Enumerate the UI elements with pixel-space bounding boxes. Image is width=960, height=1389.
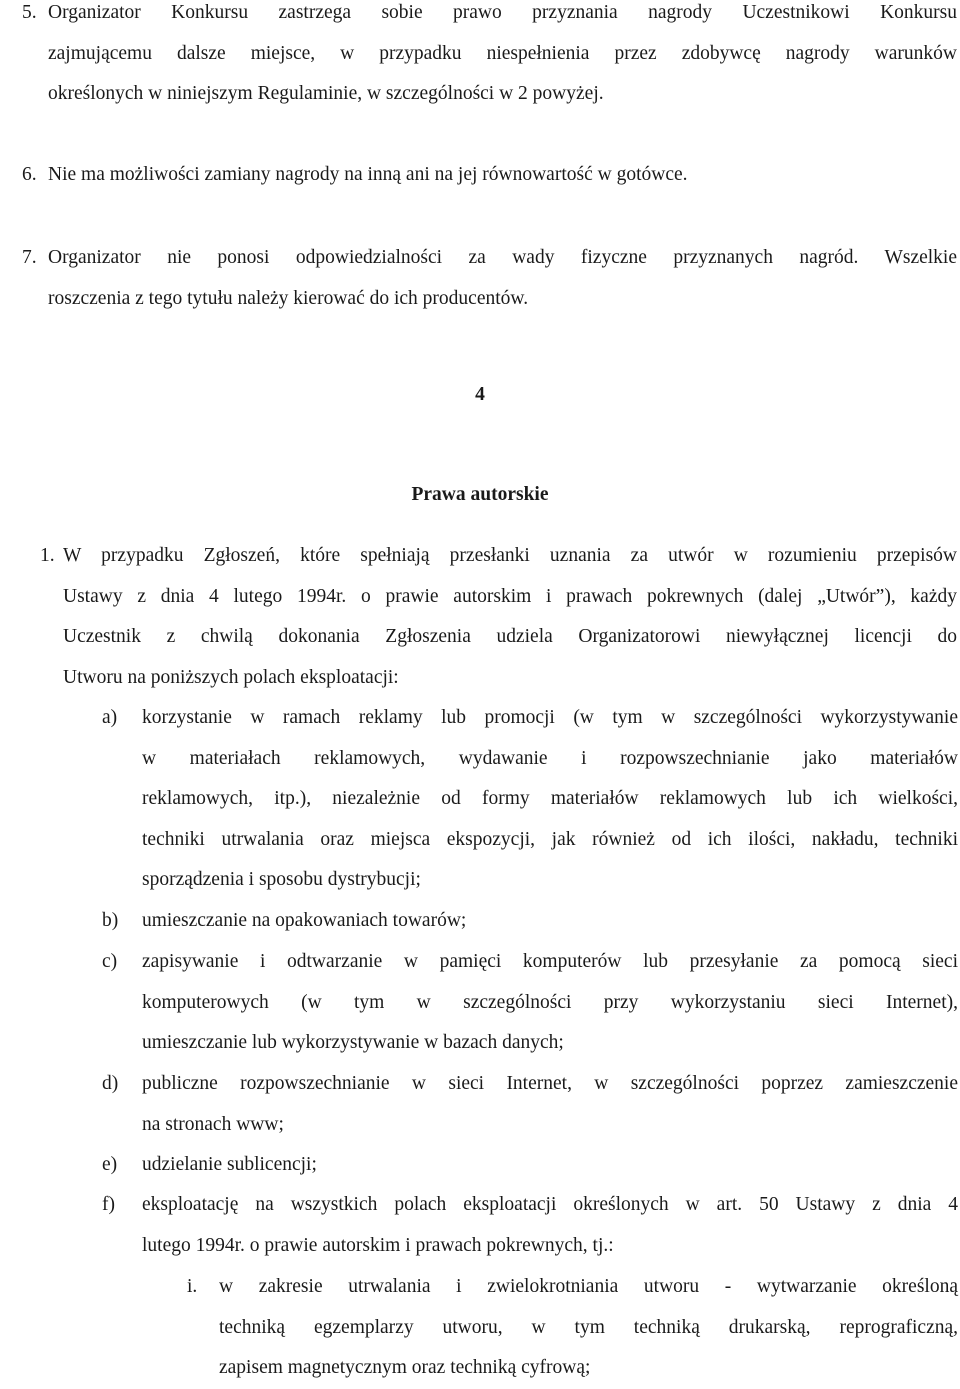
paragraph-item-1: [40, 536, 957, 698]
subitem-line: na stronach www;: [142, 1113, 284, 1135]
item-line: Organizator Konkursu zastrzega sobie prawo przyznania nagrody Uczestnikowi Konkursu: [48, 2, 957, 23]
subitem-line: umieszczanie lub wykorzystywanie w bazach danych;: [142, 1032, 564, 1053]
subitem-label: e): [102, 1154, 118, 1175]
item-number: 1.: [40, 545, 55, 566]
subitem-label: f): [102, 1194, 115, 1215]
subitem-a: [102, 698, 958, 901]
item-number: 7.: [22, 247, 37, 268]
subitem-line: techniki utrwalania oraz miejsca ekspozycji, jak również od ich ilości, nakładu, techniki: [142, 828, 958, 850]
section-number: [0, 375, 960, 415]
subitem-line: komputerowych (w tym w szczególności przy wykorzystaniu sieci Internet),: [142, 991, 958, 1013]
subitem-b: [102, 901, 958, 942]
section-number-text: 4: [475, 384, 485, 405]
subitem-label: a): [102, 707, 118, 728]
item-line: Nie ma możliwości zamiany nagrody na inną ani na jej równowartość w gotówce.: [48, 164, 688, 185]
paragraph-item-5: [22, 0, 957, 115]
subitem-f: [102, 1185, 958, 1266]
subitem-line: publiczne rozpowszechnianie w sieci Internet, w szczególności poprzez zamieszczenie: [142, 1073, 958, 1094]
subitem-line: udzielanie sublicencji;: [142, 1154, 317, 1175]
item-line: W przypadku Zgłoszeń, które spełniają przesłanki uznania za utwór w rozumieniu przepisów: [63, 545, 957, 566]
item-line: [48, 74, 957, 115]
item-number: 6.: [22, 164, 37, 185]
subitem-line: reklamowych, itp.), niezależnie od formy materiałów reklamowych lub ich wielkości,: [142, 788, 958, 809]
subitem-e: [102, 1145, 958, 1186]
subitem-label: b): [102, 910, 119, 931]
item-line: roszczenia z tego tytułu należy kierować do ich producentów.: [48, 287, 529, 309]
subitem-line: umieszczanie na opakowaniach towarów;: [142, 910, 467, 931]
subsubitem-line: w zakresie utrwalania i zwielokrotniania utworu - wytwarzanie określoną: [219, 1276, 958, 1297]
subsubitem-line: zapisem magnetycznym oraz techniką cyfrową;: [219, 1357, 591, 1378]
subsubitem-line: techniką egzemplarzy utworu, w tym techniką drukarską, reprograficzną,: [219, 1316, 958, 1338]
paragraph-item-7: [22, 238, 957, 319]
subitem-c: [102, 942, 958, 1064]
item-line: Organizator nie ponosi odpowiedzialności za wady fizyczne przyznanych nagród. Wszelkie: [48, 247, 957, 268]
subitem-d: [102, 1064, 958, 1145]
paragraph-item-6: [22, 155, 957, 196]
subitem-line: eksploatację na wszystkich polach eksploatacji określonych w art. 50 Ustawy z dnia 4: [142, 1194, 958, 1215]
item-line: Uczestnik z chwilą dokonania Zgłoszenia udziela Organizatorowi niewyłącznej licencji do: [63, 626, 957, 647]
item-line-text: określonych w niniejszym Regulaminie, w szczególności w 2 powyżej.: [48, 83, 604, 104]
subitem-label: d): [102, 1073, 119, 1094]
subitem-line: w materiałach reklamowych, wydawanie i rozpowszechnianie jako materiałów: [142, 747, 958, 769]
item-number: 5.: [22, 2, 37, 23]
subsubitem-i: [187, 1267, 958, 1389]
item-line: zajmującemu dalsze miejsce, w przypadku niespełnienia przez zdobywcę nagrody warunków: [48, 42, 957, 64]
section-title: Prawa autorskie: [411, 484, 549, 505]
item-line: Utworu na poniższych polach eksploatacji:: [63, 666, 399, 688]
subsubitem-label: i.: [187, 1276, 198, 1297]
subitem-line: lutego 1994r. o prawie autorskim i prawach pokrewnych, tj.:: [142, 1234, 614, 1256]
subitem-line: korzystanie w ramach reklamy lub promocji (w tym w szczególności wykorzystywanie: [142, 707, 958, 728]
item-line: Ustawy z dnia 4 lutego 1994r. o prawie autorskim i prawach pokrewnych (dalej „Utwór”), każdy: [63, 585, 957, 607]
subitem-line: sporządzenia i sposobu dystrybucji;: [142, 869, 421, 890]
subitem-label: c): [102, 951, 118, 972]
subitem-line: zapisywanie i odtwarzanie w pamięci komputerów lub przesyłanie za pomocą sieci: [142, 951, 958, 972]
